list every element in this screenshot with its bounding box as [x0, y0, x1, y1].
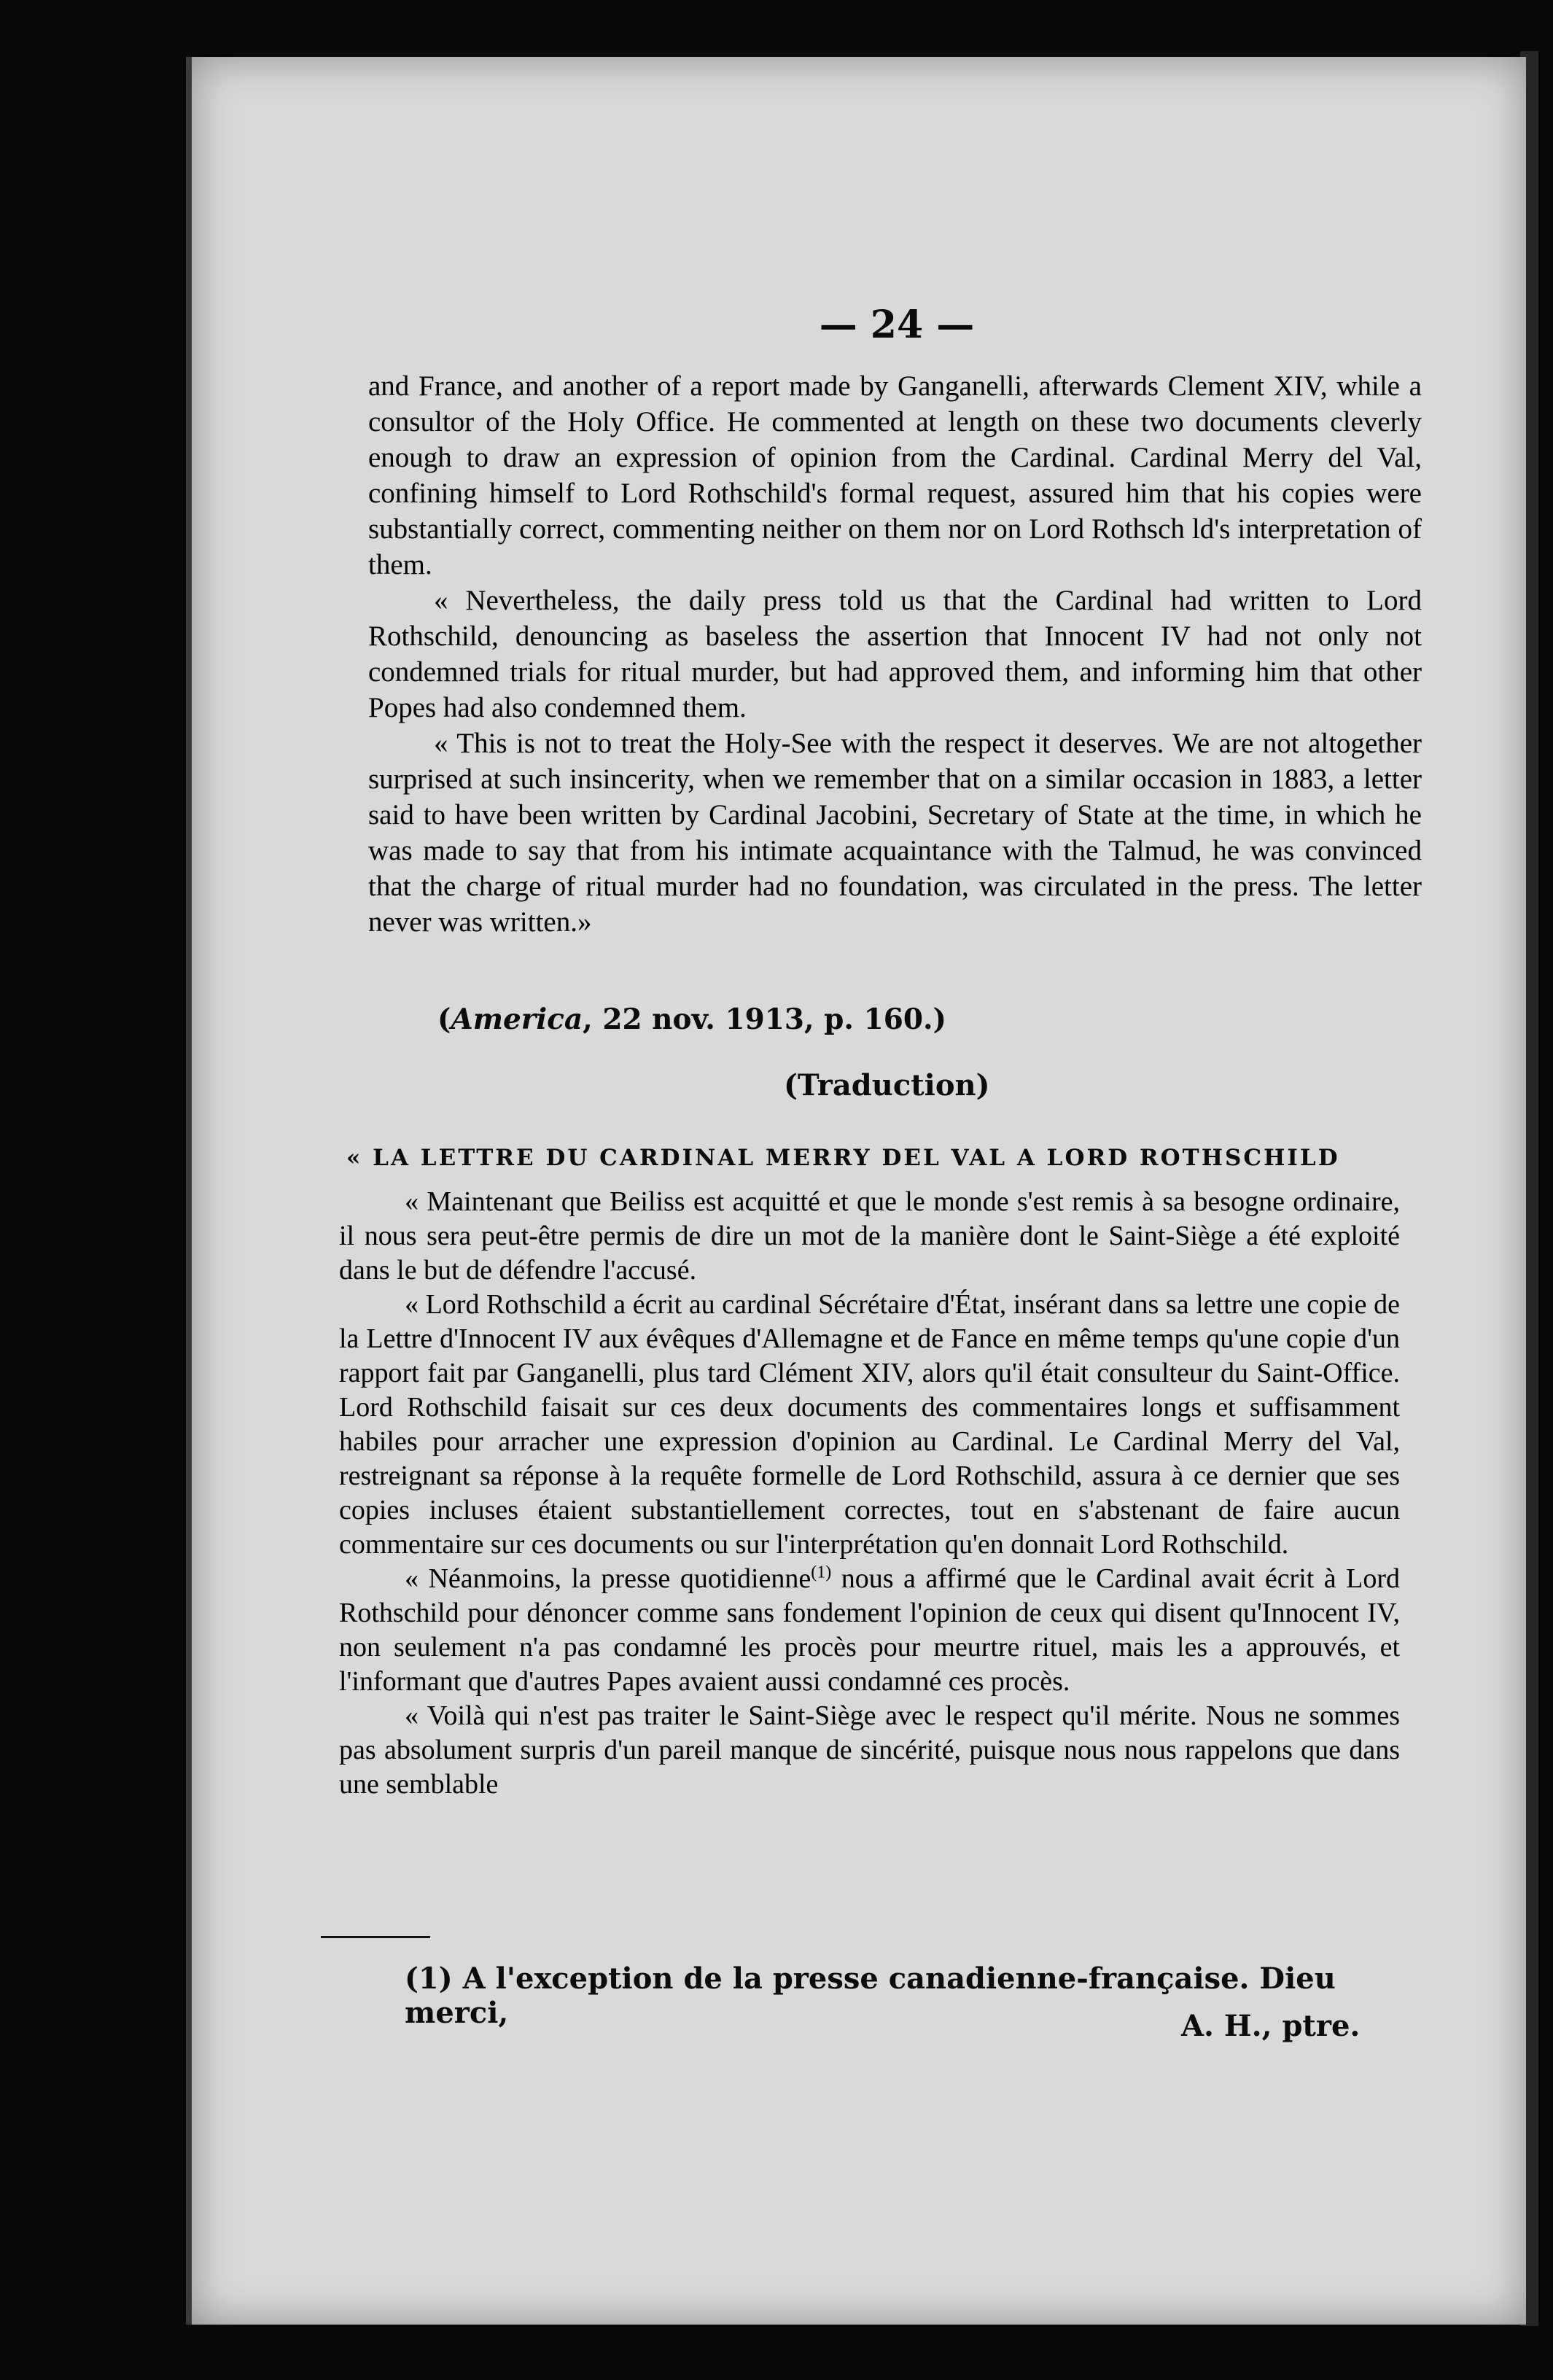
french-text-block: [339, 1185, 1400, 1802]
traduction-label: (Traduction): [784, 1068, 990, 1102]
page-number: — 24 —: [819, 303, 975, 347]
french-heading: « LA LETTRE DU CARDINAL MERRY DEL VAL A LORD ROTHSCHILD: [346, 1145, 1340, 1171]
french-paragraph-3-start: « Néanmoins, la presse quotidienne: [405, 1563, 811, 1594]
english-paragraph-1: and France, and another of a report made by Ganganelli, afterwards Clement XIV, while a consultor of the Holy Office. He commented at length on these two documents cleverly enough to draw an expression of opinion from the Cardinal. Cardinal Merry del Val, confining himself to Lord Rothschild's formal request, assured him that his copies were substantially correct, commenting neither on them nor on Lord Rothsch ld's interpretation of them.: [368, 370, 1422, 580]
citation: [437, 1003, 946, 1036]
french-paragraph-3: [339, 1562, 1400, 1699]
citation-open: (: [437, 1003, 451, 1036]
citation-source: America: [451, 1003, 583, 1036]
footnote-rule: [321, 1936, 430, 1938]
footnote-text: (1) A l'exception de la presse canadienne-française. Dieu merci,: [405, 1961, 1336, 2030]
english-paragraph-3: « This is not to treat the Holy-See with the respect it deserves. We are not altogether surprised at such insincerity, when we remember that on a similar occasion in 1883, a letter said to have been written by Cardinal Jacobini, Secretary of State at the time, in which he was made to say that from his intimate acquaintance with the Talmud, he was convinced that the charge of ritual murder had no foundation, was circulated in the press. The letter never was written.»: [368, 728, 1422, 938]
french-paragraph-2: « Lord Rothschild a écrit au cardinal Sécrétaire d'État, insérant dans sa lettre une copie de la Lettre d'Innocent IV aux évêques d'Allemagne et de Fance en même temps qu'une copie d'un rapport fait par Ganganelli, plus tard Clément XIV, alors qu'il était consulteur du Saint-Office. Lord Rothschild faisait sur ces deux documents des commentaires longs et suffisamment habiles pour arracher une expression d'opinion au Cardinal. Le Cardinal Merry del Val, restreignant sa réponse à la requête formelle de Lord Rothschild, assura à ce dernier que ses copies incluses étaient substantiellement correctes, tout en s'abstenant de faire aucun commentaire sur ces documents ou sur l'interprétation qu'en donnait Lord Rothschild.: [339, 1289, 1400, 1560]
english-paragraph-2: « Nevertheless, the daily press told us that the Cardinal had written to Lord Rothschild, denouncing as baseless the assertion that Innocent IV had not only not condemned trials for ritual murder, but had approved them, and informing him that other Popes had also condemned them.: [368, 585, 1422, 723]
footnote-marker: (1): [811, 1563, 832, 1582]
french-paragraph-1: « Maintenant que Beiliss est acquitté et que le monde s'est remis à sa besogne ordinaire, il nous sera peut-être permis de dire un mot de la manière dont le Saint-Siège a été exploité dans le but de défendre l'accusé.: [339, 1186, 1400, 1286]
english-text-block: [368, 368, 1422, 940]
french-paragraph-3-end: nous a affirmé que le Cardinal avait écrit à Lord Rothschild pour dénoncer comme sans fondement l'opinion de ceux qui disent qu'Innocent IV, non seulement n'a pas condamné les procès pour meurtre rituel, mais les a approuvés, et l'informant que d'autres Papes avaient aussi condamné ces procès.: [339, 1563, 1401, 1697]
footnote-signature: A. H., ptre.: [1181, 2009, 1361, 2043]
french-paragraph-4: « Voilà qui n'est pas traiter le Saint-Siège avec le respect qu'il mérite. Nous ne sommes pas absolument surpris d'un pareil manque de sincérité, puisque nous nous rappelons que dans une semblable: [339, 1700, 1400, 1800]
citation-rest: , 22 nov. 1913, p. 160.): [583, 1003, 947, 1036]
